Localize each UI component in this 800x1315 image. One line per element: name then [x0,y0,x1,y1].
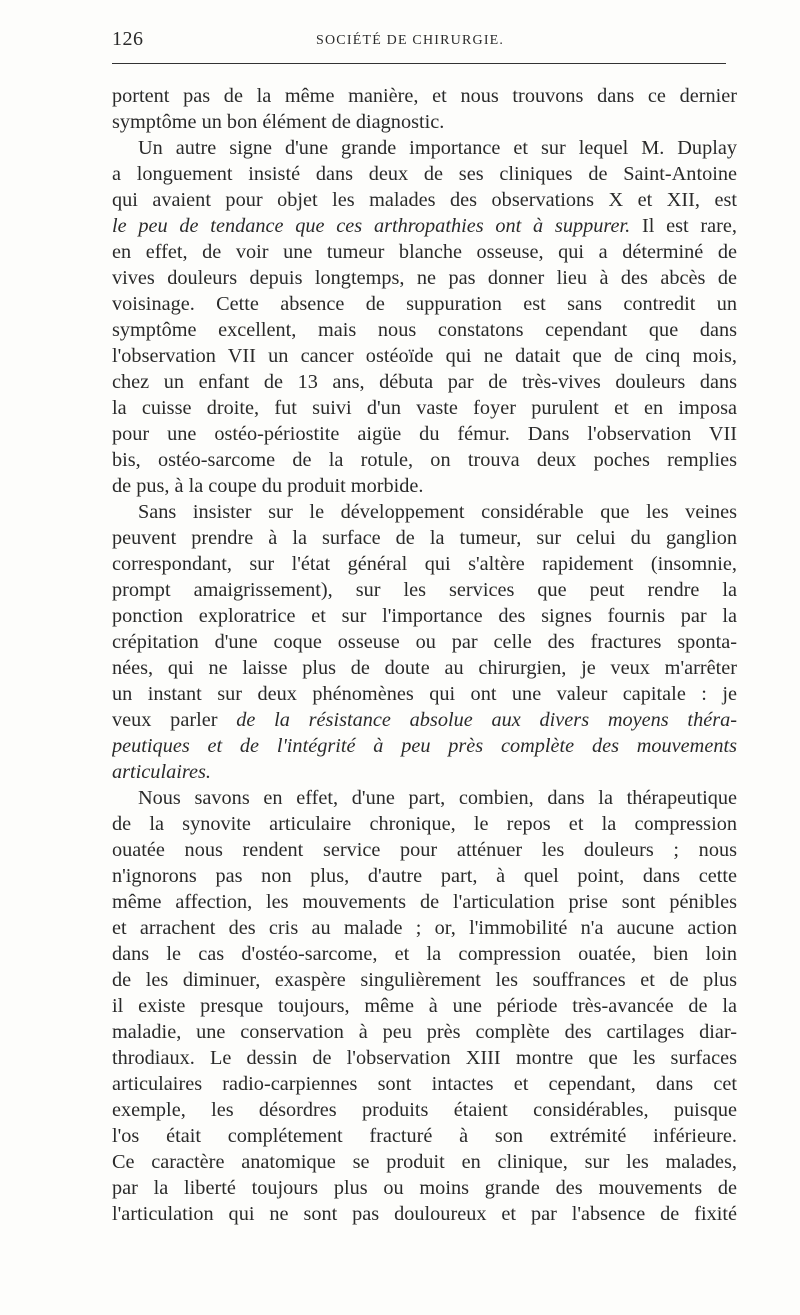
page-number: 126 [112,28,144,50]
text-line: chez un enfant de 13 ans, débuta par de très-vives douleurs dans [112,371,737,393]
text-line: peuvent prendre à la surface de la tumeur, sur celui du ganglion [112,527,737,549]
text-line: portent pas de la même manière, et nous trouvons dans ce dernier [112,85,737,107]
text-line: par la liberté toujours plus ou moins grande des mouvements de [112,1177,737,1199]
text-line: de les diminuer, exaspère singulièrement les souffrances et de plus [112,969,737,991]
text-line: pour une ostéo-périostite aigüe du fémur. Dans l'observation VII [112,423,737,445]
text-line [112,759,737,785]
text-line: throdiaux. Le dessin de l'observation XIII montre que les surfaces [112,1047,737,1069]
text-line: articulaires radio-carpiennes sont intactes et cependant, dans cet [112,1073,737,1095]
italic-text: de la résistance absolue aux divers moyens théra- [236,709,737,731]
body-text [112,83,737,1227]
italic-text: articulaires. [112,761,211,783]
text-line: même affection, les mouvements de l'articulation prise sont pénibles [112,891,737,913]
text-line: nées, qui ne laisse plus de doute au chirurgien, je veux m'arrêter [112,657,737,679]
text-line: la cuisse droite, fut suivi d'un vaste foyer purulent et en imposa [112,397,737,419]
text-line: Ce caractère anatomique se produit en clinique, sur les malades, [112,1151,737,1173]
text-segment: veux parler [112,709,237,731]
text-line: exemple, les désordres produits étaient considérables, puisque [112,1099,737,1121]
text-line: maladie, une conservation à peu près complète des cartilages diar- [112,1021,737,1043]
text-line: dans le cas d'ostéo-sarcome, et la compression ouatée, bien loin [112,943,737,965]
text-line: prompt amaigrissement), sur les services que peut rendre la [112,579,737,601]
text-line: vives douleurs depuis longtemps, ne pas donner lieu à des abcès de [112,267,737,289]
text-line: en effet, de voir une tumeur blanche osseuse, qui a déterminé de [112,241,737,263]
text-line: l'os était complétement fracturé à son extrémité inférieure. [112,1125,737,1147]
text-line: qui avaient pour objet les malades des observations X et XII, est [112,189,737,211]
italic-text: peutiques et de l'intégrité à peu près complète des mouvements [112,735,737,757]
text-segment: Il est rare, [630,215,737,237]
text-line [112,707,737,733]
italic-text: le peu de tendance que ces arthropathies ont à suppurer. [112,215,631,237]
text-line: l'articulation qui ne sont pas douloureux et par l'absence de fixité [112,1203,737,1225]
text-line: et arrachent des cris au malade ; or, l'immobilité n'a aucune action [112,917,737,939]
text-line: un instant sur deux phénomènes qui ont une valeur capitale : je [112,683,737,705]
running-title: SOCIÉTÉ DE CHIRURGIE. [316,33,505,48]
text-line: il existe presque toujours, même à une période très-avancée de la [112,995,737,1017]
text-line [112,213,737,239]
text-line: ponction exploratrice et sur l'importance des signes fournis par la [112,605,737,627]
text-line: symptôme excellent, mais nous constatons cependant que dans [112,319,737,341]
running-head [112,28,728,54]
text-line: de pus, à la coupe du produit morbide. [112,475,424,497]
text-line: Nous savons en effet, d'une part, combien, dans la thérapeutique [138,787,737,809]
text-line: ouatée nous rendent service pour atténuer les douleurs ; nous [112,839,737,861]
text-line: symptôme un bon élément de diagnostic. [112,111,445,133]
text-line: Un autre signe d'une grande importance et sur lequel M. Duplay [138,137,737,159]
text-line: a longuement insisté dans deux de ses cliniques de Saint-Antoine [112,163,737,185]
text-line [112,733,737,759]
text-line: l'observation VII un cancer ostéoïde qui ne datait que de cinq mois, [112,345,737,367]
text-line: crépitation d'une coque osseuse ou par celle des fractures sponta- [112,631,737,653]
header-rule [112,63,726,64]
text-line: bis, ostéo-sarcome de la rotule, on trouva deux poches remplies [112,449,737,471]
text-line: de la synovite articulaire chronique, le repos et la compression [112,813,737,835]
text-line: correspondant, sur l'état général qui s'altère rapidement (insomnie, [112,553,737,575]
text-line: n'ignorons pas non plus, d'autre part, à quel point, dans cette [112,865,737,887]
text-line: voisinage. Cette absence de suppuration est sans contredit un [112,293,737,315]
text-line: Sans insister sur le développement considérable que les veines [138,501,737,523]
